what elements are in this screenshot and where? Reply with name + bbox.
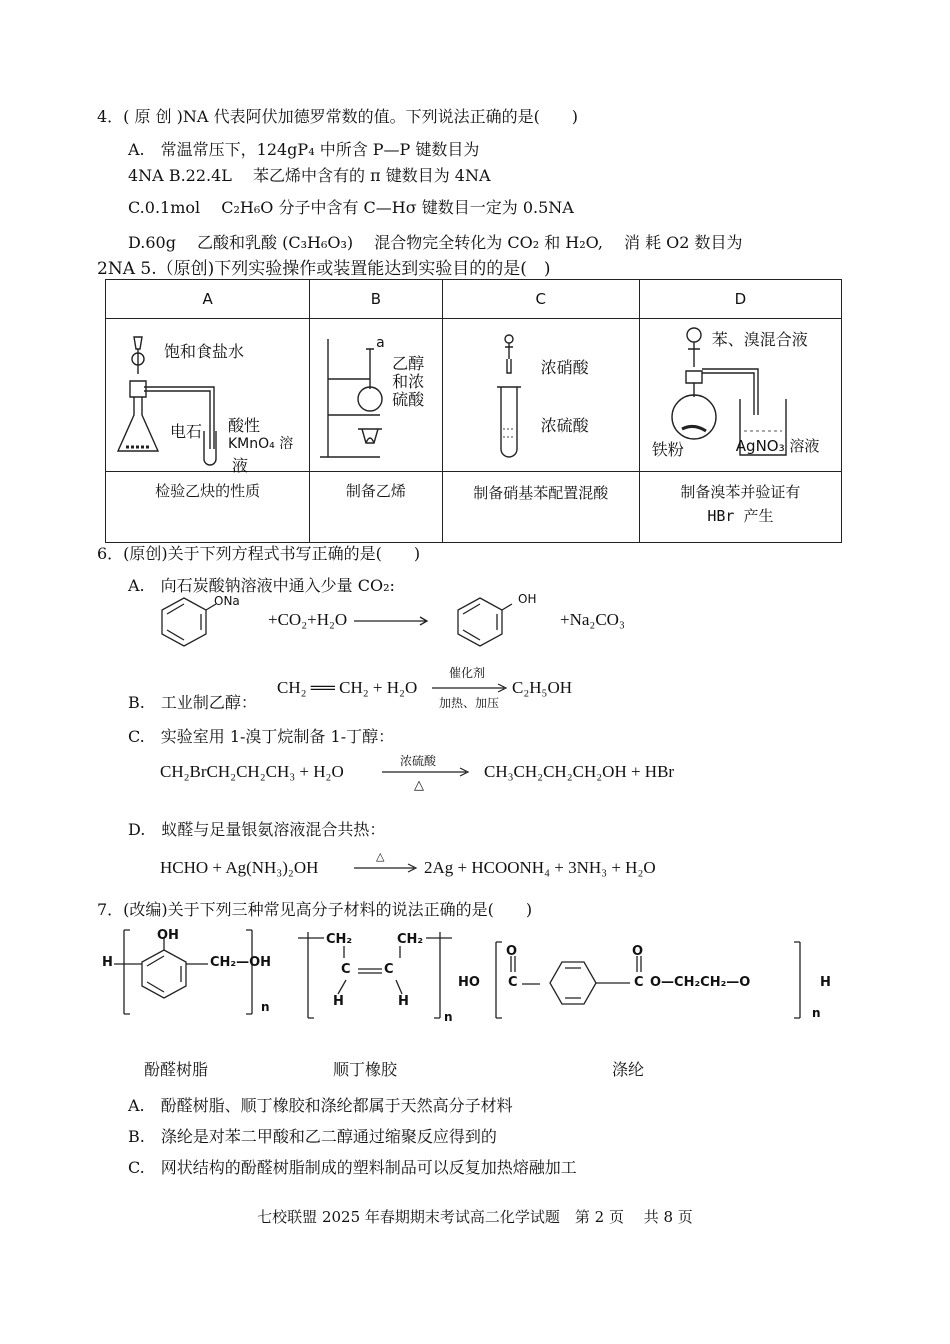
label-a: a [376,335,385,351]
s3-h: H [820,975,831,990]
q6-b-condition-top: 催化剂 [449,666,486,680]
label-oh: OH [518,592,537,606]
q5-caption-a: 检验乙炔的性质 [106,472,310,543]
q6-c-arrow [380,764,472,780]
q6-option-d-label: D. 蚁醛与足量银氨溶液混合共热： [128,820,386,839]
q5-apparatus-table [105,279,842,543]
q6-b-left: CH₂ ══ CH₂ + H₂O [277,678,418,697]
q4-option-a-line1: A. 常温常压下，124gP₄ 中所含 P—P 键数目为 [128,140,480,159]
q5-header-c: C [442,280,639,319]
q7-option-b: B. 涤纶是对苯二甲酸和乙二醇通过缩聚反应得到的 [128,1127,497,1146]
label-iron-powder: 铁粉 [651,440,684,459]
label-solution: 液 [232,456,249,475]
s1-ch2oh: CH₂—OH [210,955,272,970]
label-and-conc: 和浓 [392,372,425,391]
q6-a-products: +Na₂CO₃ [560,610,625,629]
s2-c-right: C [384,962,394,977]
q4-stem: 4．( 原 创 )NA 代表阿伏加德罗常数的值。下列说法正确的是( ) [97,107,579,126]
q5-caption-d [639,472,841,543]
q5-header-a: A [106,280,310,319]
s1-n: n [261,1000,270,1014]
q4-option-c: C.0.1mol C₂H₆O 分子中含有 C—Hσ 键数目一定为 0.5NA [128,198,574,217]
s3-c-right: C [634,975,644,990]
label-conc-sulfuric: 浓硫酸 [540,416,589,435]
q7-option-c: C. 网状结构的酚醛树脂制成的塑料制品可以反复加热熔融加工 [128,1158,577,1177]
s3-c-left: C [508,975,518,990]
s2-ch2-right: CH₂ [397,932,424,947]
label-sulfuric-acid: 硫酸 [392,390,425,409]
q6-d-left: HCHO + Ag(NH₃)₂OH [160,858,319,877]
s2-h-left: H [333,994,344,1009]
q5-caption-c: 制备硝基苯配置混酸 [442,472,639,543]
label-ona: ONa [214,594,240,608]
s3-chain: O—CH₂CH₂—O [650,975,751,990]
q6-a-reactants: +CO₂+H₂O [268,610,348,629]
q5-caption-d-line1: 制备溴苯并验证有 [680,483,801,501]
q6-stem: 6．(原创)关于下列方程式书写正确的是( ) [97,544,421,563]
s1-oh: OH [157,928,179,943]
s2-h-right: H [398,994,409,1009]
q6-c-right: CH₃CH₂CH₂CH₂OH + HBr [484,762,675,781]
name-phenolic-resin: 酚醛树脂 [144,1060,209,1079]
page-footer: 七校联盟 2025 年春期期末考试高二化学试题 第 2 页 共 8 页 [257,1208,693,1226]
apparatus-c-drawing [443,319,640,471]
cis-polybutadiene-structure [296,928,466,1024]
q5-header-d: D [639,280,841,319]
s2-ch2-left: CH₂ [326,932,353,947]
label-kmno4: KMnO₄ 溶 [228,436,294,452]
s3-ho: HO [458,975,480,990]
s3-o-top-right: O [632,944,644,959]
q6-c-condition-top: 浓硫酸 [400,754,437,768]
label-saturated-brine: 饱和食盐水 [164,342,245,361]
q6-d-condition: △ [376,850,385,863]
s2-n: n [444,1010,453,1024]
s3-n: n [812,1006,821,1020]
label-ethanol: 乙醇 [392,354,425,373]
q6-c-left: CH₂BrCH₂CH₂CH₃ + H₂O [160,762,344,781]
label-agno3: AgNO₃ 溶液 [735,437,820,455]
q6-option-a: A. 向石炭酸钠溶液中通入少量 CO₂: [128,576,395,595]
q5-apparatus-d [639,319,841,472]
q5-apparatus-c [442,319,639,472]
label-conc-nitric: 浓硝酸 [540,358,589,377]
label-calcium-carbide: 电石 [170,422,203,441]
q6-b-condition-bottom: 加热、加压 [439,696,500,710]
q6-option-b-label: B. 工业制乙醇： [128,693,257,712]
name-cis-rubber: 顺丁橡胶 [333,1060,398,1079]
name-dacron: 涤纶 [612,1060,645,1079]
label-benzene-bromine: 苯、溴混合液 [711,330,808,349]
q6-d-right: 2Ag + HCOONH₄ + 3NH₃ + H₂O [424,858,656,877]
label-acidic: 酸性 [228,416,261,435]
q4-option-d-line1: D.60g 乙酸和乳酸 (C₃H₆O₃) 混合物完全转化为 CO₂ 和 H₂O, 消 耗 O2 数目为 [128,233,743,252]
q6-c-condition-bottom: △ [414,778,424,793]
q7-stem: 7．(改编)关于下列三种常见高分子材料的说法正确的是( ) [97,900,533,919]
q4-option-a-line2: 4NA B.22.4L 苯乙烯中含有的 π 键数目为 4NA [128,166,491,185]
s3-o-top-left: O [506,944,518,959]
q6-option-c-label: C. 实验室用 1-溴丁烷制备 1-丁醇： [128,727,395,746]
q4-option-d-line2-q5-stem: 2NA 5.（原创)下列实验操作或装置能达到实验目的的是( ) [97,259,551,279]
q7-option-a: A. 酚醛树脂、顺丁橡胶和涤纶都属于天然高分子材料 [128,1096,513,1115]
q6-b-right: C₂H₅OH [512,678,573,697]
s1-h: H [102,955,113,970]
s2-c-left: C [341,962,351,977]
q6-d-arrow [352,860,420,876]
q5-header-b: B [310,280,442,319]
q5-apparatus-a [106,319,310,475]
q5-caption-d-line2: HBr 产生 [707,507,774,525]
q5-apparatus-b [310,319,442,472]
q5-caption-b: 制备乙烯 [310,472,442,543]
